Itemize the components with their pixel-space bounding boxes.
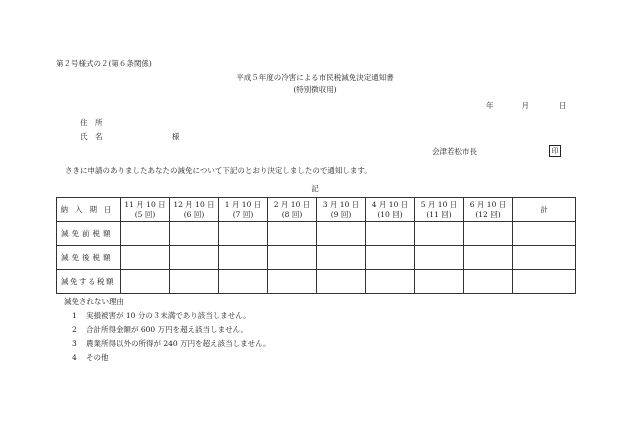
- table-cell: [317, 222, 366, 246]
- reason-item: 3 農業所得以外の所得が 240 万円を超え該当しません。: [72, 339, 271, 348]
- row-label-before-reduction: 減免前税額: [57, 222, 121, 246]
- column-header: 12 月 10 日 (6 回): [170, 198, 219, 222]
- table-cell: [219, 222, 268, 246]
- table-row: [57, 246, 576, 270]
- name-label: 氏 名: [80, 132, 103, 141]
- seal-stamp-box: 印: [549, 145, 561, 157]
- form-number: 第２号様式の２(第６条関係): [56, 59, 152, 68]
- payment-due-date-header: 納入期日: [57, 198, 121, 222]
- notice-text: さきに申請のありましたあなたの減免について下記のとおり決定しましたので通知します。: [65, 166, 372, 175]
- column-header: 11 月 10 日 (5 回): [121, 198, 170, 222]
- table-cell: [121, 270, 170, 294]
- ki-heading: 記: [311, 184, 319, 193]
- table-cell: [513, 222, 576, 246]
- document-title: 平成５年度の冷害による市民税減免決定通知書: [236, 73, 394, 82]
- table-cell: [268, 270, 317, 294]
- table-cell: [317, 270, 366, 294]
- table-cell: [170, 246, 219, 270]
- honorific-sama: 様: [172, 132, 180, 141]
- reasons-heading: 減免されない理由: [64, 297, 124, 306]
- table-cell: [219, 270, 268, 294]
- table-cell: [170, 270, 219, 294]
- column-header: 5 月 10 日 (11 回): [415, 198, 464, 222]
- table-cell: [366, 222, 415, 246]
- table-cell: [268, 222, 317, 246]
- column-header: 6 月 10 日 (12 回): [464, 198, 513, 222]
- table-cell: [219, 246, 268, 270]
- table-cell: [121, 246, 170, 270]
- table-cell: [464, 246, 513, 270]
- reason-item: 1 実損被害が 10 分の３未満であり該当しません。: [72, 311, 251, 320]
- column-header: 1 月 10 日 (7 回): [219, 198, 268, 222]
- month-label: 月: [521, 101, 529, 110]
- date-line: [486, 100, 567, 111]
- table-cell: [415, 246, 464, 270]
- table-cell: [415, 222, 464, 246]
- column-header: 3 月 10 日 (9 回): [317, 198, 366, 222]
- table-header-row: [57, 198, 576, 222]
- table-cell: [366, 246, 415, 270]
- total-header: 計: [513, 198, 576, 222]
- reason-item: 2 合計所得金額が 600 万円を超え該当しません。: [72, 325, 249, 334]
- address-label: 住 所: [80, 118, 103, 127]
- table-cell: [513, 270, 576, 294]
- year-label: 年: [486, 101, 494, 110]
- table-cell: [268, 246, 317, 270]
- reason-item: 4 その他: [72, 353, 109, 362]
- row-label-reduction-amount: 減免する税額: [57, 270, 121, 294]
- document-subtitle: (特別徴収用): [293, 85, 337, 94]
- table-cell: [415, 270, 464, 294]
- table-cell: [121, 222, 170, 246]
- column-header: 4 月 10 日 (10 回): [366, 198, 415, 222]
- column-header: 2 月 10 日 (8 回): [268, 198, 317, 222]
- table-cell: [464, 222, 513, 246]
- day-label: 日: [559, 101, 567, 110]
- table-row: [57, 270, 576, 294]
- issuer-name: 会津若松市長: [432, 147, 477, 156]
- table-cell: [317, 246, 366, 270]
- table-cell: [366, 270, 415, 294]
- table-row: [57, 222, 576, 246]
- tax-reduction-table: [56, 197, 576, 294]
- table-cell: [464, 270, 513, 294]
- table-cell: [513, 246, 576, 270]
- table-cell: [170, 222, 219, 246]
- row-label-after-reduction: 減免後税額: [57, 246, 121, 270]
